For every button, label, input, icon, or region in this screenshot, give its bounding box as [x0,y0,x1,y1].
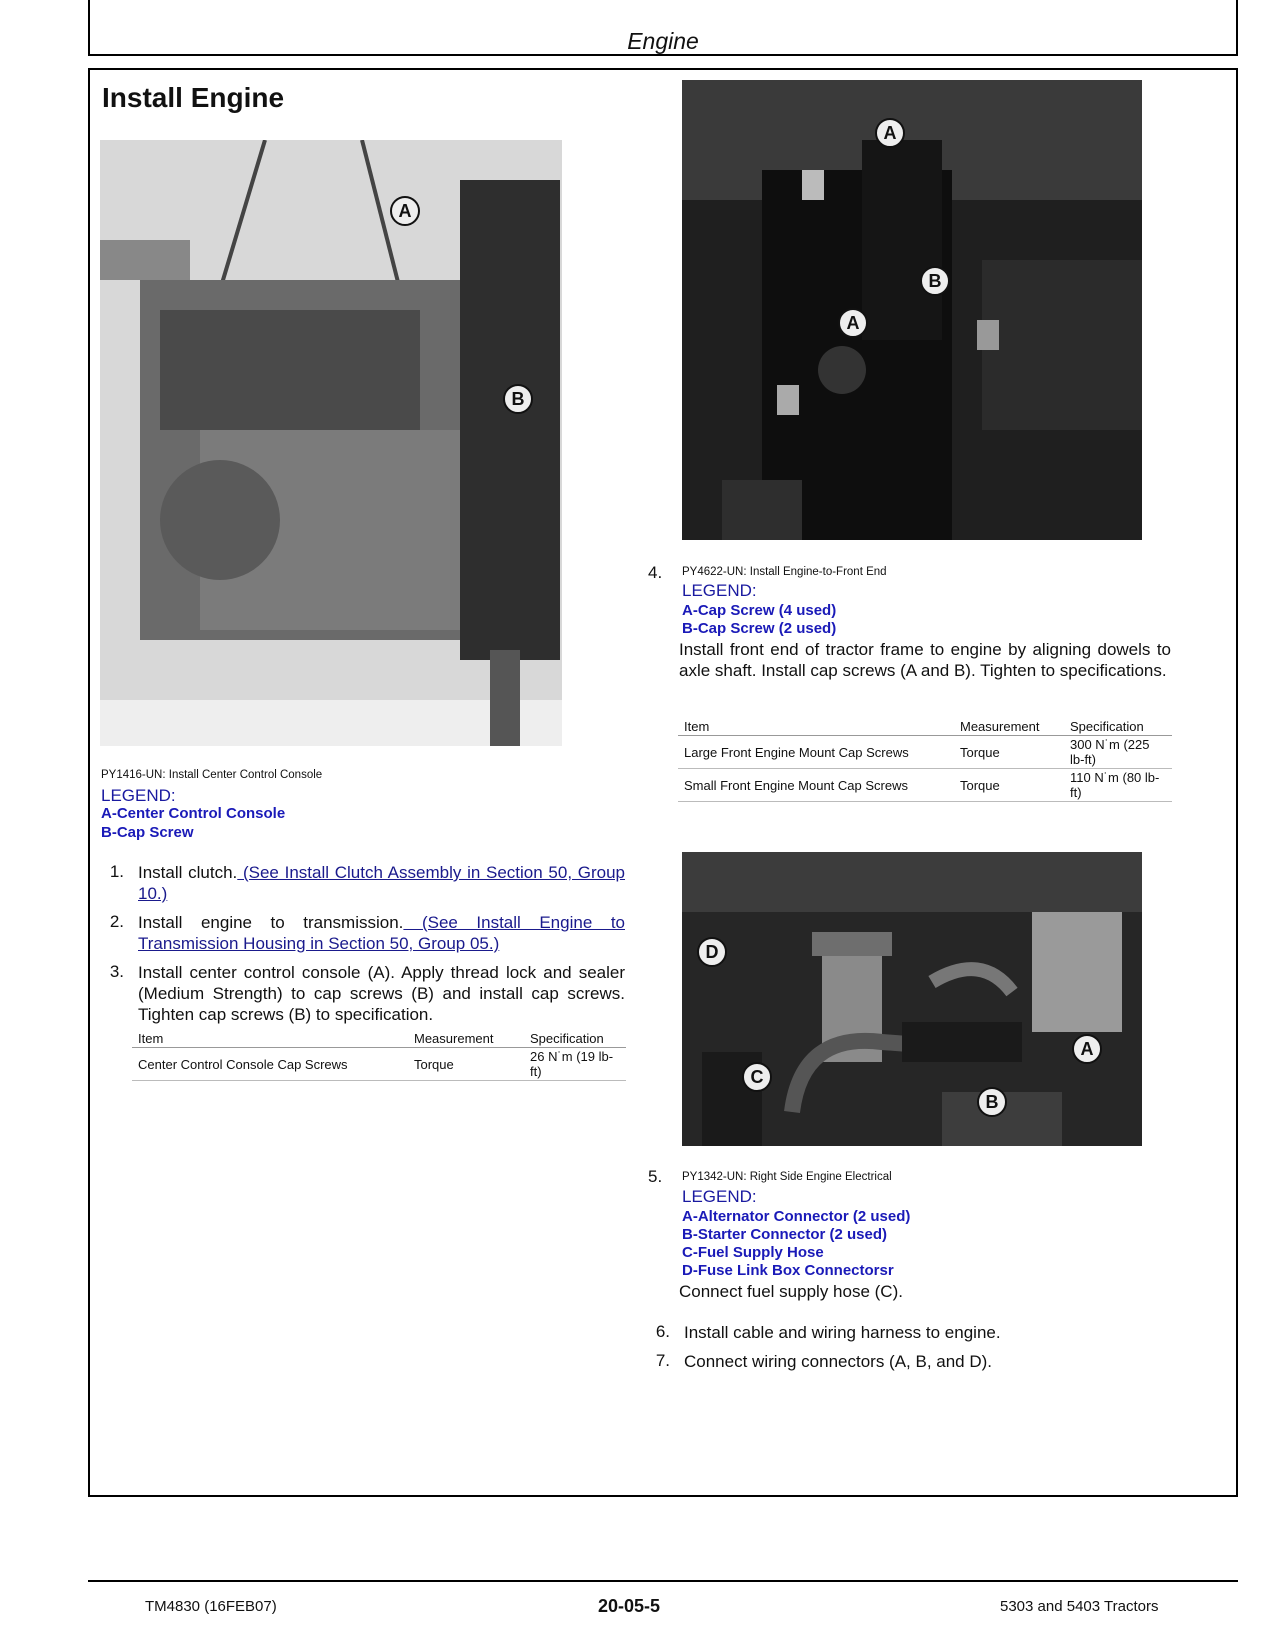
table-header: Specification [524,1030,626,1048]
section-title: Install Engine [102,82,285,113]
engine-photo [100,140,562,746]
figure3-legend-label: LEGEND: [682,1187,757,1206]
table-header: Measurement [954,718,1064,736]
callout-d: D [697,937,727,967]
figure3-legend-item: A-Alternator Connector (2 used) [682,1208,911,1225]
callout-a: A [1072,1034,1102,1064]
table-cell: 26 N˙m (19 lb-ft) [524,1048,626,1081]
figure2-legend-item: A-Cap Screw (4 used) [682,602,837,619]
figure1-legend-item: B-Cap Screw [101,824,194,841]
front-end-photo [682,80,1142,540]
table-header-row [132,1030,626,1048]
table-cell: Small Front Engine Mount Cap Screws [678,769,954,802]
figure2-legend-label: LEGEND: [682,581,757,600]
footer-page-number: 20-05-5 [598,1596,661,1616]
table-cell: 300 N˙m (225 lb-ft) [1064,736,1172,769]
step-text [138,862,625,904]
figure3-legend-item: B-Starter Connector (2 used) [682,1226,888,1243]
spec-table-center-console [132,1030,626,1081]
callout-b: B [503,384,533,414]
table-cell: Torque [408,1048,524,1081]
step-number: 3. [109,962,124,981]
table-cell: Torque [954,736,1064,769]
table-cell: Center Control Console Cap Screws [132,1048,408,1081]
step-text: Connect fuel supply hose (C). [679,1282,903,1301]
figure1-caption: PY1416-UN: Install Center Control Console [101,769,323,781]
step-body: Install clutch. [138,863,238,882]
step-number: 4. [648,563,663,582]
table-header-row [678,718,1172,736]
spec-table-front-end [678,718,1172,802]
figure3-legend-item: D-Fuse Link Box Connectorsr [682,1262,894,1279]
engine-electrical-photo [682,852,1142,1146]
figure2-legend-item: B-Cap Screw (2 used) [682,620,837,637]
table-header: Item [132,1030,408,1048]
footer-doc-id: TM4830 (16FEB07) [145,1598,277,1615]
callout-c: C [742,1062,772,1092]
step-text [138,912,625,954]
engine-illustration [100,140,562,746]
figure3-legend-item: C-Fuel Supply Hose [682,1244,824,1261]
table-row [678,736,1172,769]
callout-a: A [390,196,420,226]
figure1-legend-item: A-Center Control Console [101,805,286,822]
step-body: Install engine to transmission. [138,913,404,932]
figure2-caption: PY4622-UN: Install Engine-to-Front End [682,566,887,578]
table-cell: Torque [954,769,1064,802]
callout-b: B [977,1087,1007,1117]
callout-b: B [920,266,950,296]
callout-a: A [838,308,868,338]
step-text: Connect wiring connectors (A, B, and D). [684,1352,993,1371]
figure1-legend-label: LEGEND: [101,786,176,805]
step-number: 2. [109,912,124,931]
engine-electrical-illustration [682,852,1142,1146]
cross-reference-link[interactable]: (See Install Clutch Assembly in Section 50, Group 10.) [138,863,626,903]
table-row [132,1048,626,1081]
page-header-title: Engine [627,28,699,54]
step-number: 7. [655,1351,670,1370]
table-row [678,769,1172,802]
cross-reference-link[interactable]: (See Install Engine to Transmission Housing in Section 50, Group 05.) [138,913,625,953]
figure3-caption: PY1342-UN: Right Side Engine Electrical [682,1171,892,1183]
table-header: Measurement [408,1030,524,1048]
table-cell: 110 N˙m (80 lb-ft) [1064,769,1172,802]
table-header: Specification [1064,718,1172,736]
callout-a: A [875,118,905,148]
footer-product-name: 5303 and 5403 Tractors [1000,1598,1159,1615]
table-header: Item [678,718,954,736]
table-cell: Large Front Engine Mount Cap Screws [678,736,954,769]
front-end-illustration [682,80,1142,540]
step-number: 1. [109,862,124,881]
step-text: Install front end of tractor frame to engine by aligning dowels to axle shaft. Install cap screws (A and B). Tighten to specifications. [679,640,1171,680]
step-number: 6. [655,1322,670,1341]
step-text: Install cable and wiring harness to engine. [684,1323,1001,1342]
footer-divider [88,1580,1238,1582]
step-text: Install center control console (A). Apply thread lock and sealer (Medium Strength) to cap screws (B) and install cap screws. Tighten cap screws (B) to specification. [138,963,625,1024]
step-number: 5. [648,1167,663,1186]
